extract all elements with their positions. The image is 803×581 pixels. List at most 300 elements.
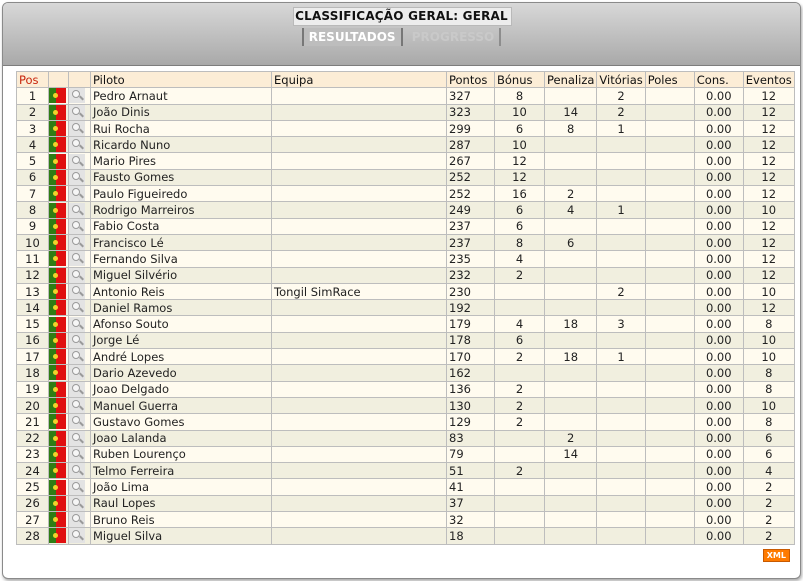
vitorias-cell: 3	[597, 316, 645, 332]
pos-cell: 1	[17, 88, 49, 104]
tab-resultados[interactable]: RESULTADOS	[302, 28, 403, 46]
bonus-cell	[495, 528, 545, 544]
cons-cell: 0.00	[694, 120, 743, 136]
bonus-cell: 10	[495, 137, 545, 153]
eventos-cell: 8	[743, 414, 794, 430]
portugal-flag-icon	[49, 512, 66, 527]
cons-cell: 0.00	[694, 104, 743, 120]
pos-cell: 2	[17, 104, 49, 120]
bonus-cell: 10	[495, 104, 545, 120]
portugal-flag-icon	[49, 480, 66, 495]
table-row	[17, 528, 795, 544]
flag-cell	[49, 512, 69, 528]
poles-cell	[645, 202, 694, 218]
cons-cell: 0.00	[694, 88, 743, 104]
table-row	[17, 218, 795, 234]
col-header-penaliza[interactable]: Penaliza	[545, 72, 597, 88]
col-header-eventos[interactable]: Eventos	[743, 72, 794, 88]
flag-cell	[49, 283, 69, 299]
eventos-cell: 4	[743, 463, 794, 479]
piloto-cell[interactable]: Gustavo Gomes	[91, 414, 272, 430]
pos-cell: 12	[17, 267, 49, 283]
piloto-cell[interactable]: Telmo Ferreira	[91, 463, 272, 479]
equipa-cell	[272, 169, 447, 185]
bonus-cell	[495, 512, 545, 528]
magnifier-icon[interactable]	[69, 333, 85, 348]
details-cell	[69, 283, 91, 299]
table-row	[17, 120, 795, 136]
equipa-cell	[272, 186, 447, 202]
flag-cell	[49, 169, 69, 185]
col-header-equipa[interactable]: Equipa	[272, 72, 447, 88]
magnifier-icon[interactable]	[69, 414, 85, 429]
eventos-cell: 10	[743, 332, 794, 348]
details-cell	[69, 463, 91, 479]
penaliza-cell	[545, 218, 597, 234]
details-cell	[69, 479, 91, 495]
equipa-cell	[272, 120, 447, 136]
poles-cell	[645, 430, 694, 446]
magnifier-icon[interactable]	[69, 365, 85, 380]
penaliza-cell: 18	[545, 349, 597, 365]
vitorias-cell: 1	[597, 120, 645, 136]
pos-cell: 17	[17, 349, 49, 365]
bonus-cell: 2	[495, 349, 545, 365]
cons-cell: 0.00	[694, 414, 743, 430]
col-header-pos[interactable]: Pos	[17, 72, 49, 88]
vitorias-cell	[597, 251, 645, 267]
penaliza-cell	[545, 332, 597, 348]
bonus-cell	[495, 479, 545, 495]
eventos-cell: 2	[743, 512, 794, 528]
portugal-flag-icon	[49, 251, 66, 266]
details-cell	[69, 495, 91, 511]
pontos-cell: 41	[447, 479, 495, 495]
penaliza-cell	[545, 528, 597, 544]
piloto-cell[interactable]: Miguel Silvério	[91, 267, 272, 283]
bonus-cell: 6	[495, 120, 545, 136]
flag-cell	[49, 88, 69, 104]
equipa-cell	[272, 512, 447, 528]
flag-cell	[49, 479, 69, 495]
eventos-cell: 8	[743, 381, 794, 397]
magnifier-icon[interactable]	[69, 512, 85, 527]
vitorias-cell: 2	[597, 104, 645, 120]
table-row	[17, 137, 795, 153]
pontos-cell: 178	[447, 332, 495, 348]
penaliza-cell	[545, 153, 597, 169]
portugal-flag-icon	[49, 365, 66, 380]
poles-cell	[645, 495, 694, 511]
pos-cell: 3	[17, 120, 49, 136]
vitorias-cell	[597, 186, 645, 202]
col-header-poles[interactable]: Poles	[645, 72, 694, 88]
pos-cell: 5	[17, 153, 49, 169]
portugal-flag-icon	[49, 121, 66, 136]
eventos-cell: 12	[743, 153, 794, 169]
magnifier-icon[interactable]	[69, 496, 85, 511]
vitorias-cell	[597, 495, 645, 511]
flag-cell	[49, 495, 69, 511]
details-cell	[69, 332, 91, 348]
poles-cell	[645, 186, 694, 202]
pontos-cell: 252	[447, 169, 495, 185]
piloto-cell[interactable]: Fernando Silva	[91, 251, 272, 267]
vitorias-cell	[597, 446, 645, 462]
pontos-cell: 79	[447, 446, 495, 462]
poles-cell	[645, 218, 694, 234]
equipa-cell	[272, 316, 447, 332]
penaliza-cell: 18	[545, 316, 597, 332]
details-cell	[69, 512, 91, 528]
bonus-cell	[495, 495, 545, 511]
magnifier-icon[interactable]	[69, 121, 85, 136]
magnifier-icon[interactable]	[69, 431, 85, 446]
piloto-cell[interactable]: Manuel Guerra	[91, 397, 272, 413]
poles-cell	[645, 381, 694, 397]
cons-cell: 0.00	[694, 495, 743, 511]
magnifier-icon[interactable]	[69, 235, 85, 250]
piloto-cell[interactable]: João Lima	[91, 479, 272, 495]
poles-cell	[645, 512, 694, 528]
portugal-flag-icon	[49, 349, 66, 364]
equipa-cell	[272, 397, 447, 413]
pontos-cell: 18	[447, 528, 495, 544]
equipa-cell	[272, 137, 447, 153]
vitorias-cell	[597, 169, 645, 185]
cons-cell: 0.00	[694, 251, 743, 267]
cons-cell: 0.00	[694, 397, 743, 413]
cons-cell: 0.00	[694, 332, 743, 348]
bonus-cell: 2	[495, 397, 545, 413]
flag-cell	[49, 202, 69, 218]
table-row	[17, 267, 795, 283]
eventos-cell: 2	[743, 479, 794, 495]
flag-cell	[49, 251, 69, 267]
portugal-flag-icon	[49, 414, 66, 429]
piloto-cell[interactable]: Ruben Lourenço	[91, 446, 272, 462]
eventos-cell: 8	[743, 365, 794, 381]
tab-progresso[interactable]: PROGRESSO	[407, 28, 501, 46]
pontos-cell: 237	[447, 234, 495, 250]
eventos-cell: 10	[743, 202, 794, 218]
xml-export-button[interactable]: XML	[763, 549, 790, 562]
piloto-cell[interactable]: Dario Azevedo	[91, 365, 272, 381]
pos-cell: 18	[17, 365, 49, 381]
details-cell	[69, 153, 91, 169]
portugal-flag-icon	[49, 88, 66, 103]
piloto-cell[interactable]: Daniel Ramos	[91, 300, 272, 316]
penaliza-cell	[545, 251, 597, 267]
pontos-cell: 37	[447, 495, 495, 511]
equipa-cell	[272, 365, 447, 381]
flag-cell	[49, 300, 69, 316]
details-cell	[69, 218, 91, 234]
details-cell	[69, 430, 91, 446]
table-row	[17, 202, 795, 218]
portugal-flag-icon	[49, 105, 66, 120]
piloto-cell[interactable]: Paulo Figueiredo	[91, 186, 272, 202]
piloto-cell[interactable]: Ricardo Nuno	[91, 137, 272, 153]
portugal-flag-icon	[49, 431, 66, 446]
penaliza-cell	[545, 463, 597, 479]
eventos-cell: 12	[743, 169, 794, 185]
poles-cell	[645, 316, 694, 332]
table-row	[17, 365, 795, 381]
piloto-cell[interactable]: Rui Rocha	[91, 120, 272, 136]
cons-cell: 0.00	[694, 479, 743, 495]
eventos-cell: 12	[743, 104, 794, 120]
magnifier-icon[interactable]	[69, 170, 85, 185]
magnifier-icon[interactable]	[69, 382, 85, 397]
pos-cell: 21	[17, 414, 49, 430]
table-row	[17, 283, 795, 299]
pos-cell: 20	[17, 397, 49, 413]
pontos-cell: 323	[447, 104, 495, 120]
bonus-cell: 12	[495, 169, 545, 185]
col-header-flag	[49, 72, 69, 88]
col-header-bonus[interactable]: Bónus	[495, 72, 545, 88]
details-cell	[69, 104, 91, 120]
pos-cell: 22	[17, 430, 49, 446]
penaliza-cell	[545, 365, 597, 381]
details-cell	[69, 316, 91, 332]
poles-cell	[645, 414, 694, 430]
details-cell	[69, 169, 91, 185]
details-cell	[69, 528, 91, 544]
details-cell	[69, 88, 91, 104]
magnifier-icon[interactable]	[69, 463, 85, 478]
bonus-cell: 12	[495, 153, 545, 169]
portugal-flag-icon	[49, 300, 66, 315]
portugal-flag-icon	[49, 333, 66, 348]
vitorias-cell	[597, 463, 645, 479]
magnifier-icon[interactable]	[69, 154, 85, 169]
pontos-cell: 136	[447, 381, 495, 397]
piloto-cell[interactable]: João Dinis	[91, 104, 272, 120]
piloto-cell[interactable]: Jorge Lé	[91, 332, 272, 348]
piloto-cell[interactable]: Afonso Souto	[91, 316, 272, 332]
pontos-cell: 32	[447, 512, 495, 528]
equipa-cell	[272, 430, 447, 446]
bonus-cell	[495, 283, 545, 299]
piloto-cell[interactable]: Raul Lopes	[91, 495, 272, 511]
bonus-cell: 4	[495, 316, 545, 332]
table-row	[17, 446, 795, 462]
flag-cell	[49, 316, 69, 332]
cons-cell: 0.00	[694, 463, 743, 479]
piloto-cell[interactable]: Rodrigo Marreiros	[91, 202, 272, 218]
vitorias-cell: 2	[597, 283, 645, 299]
col-header-vitorias[interactable]: Vitórias	[597, 72, 645, 88]
details-cell	[69, 365, 91, 381]
bonus-cell: 2	[495, 381, 545, 397]
equipa-cell	[272, 218, 447, 234]
magnifier-icon[interactable]	[69, 186, 85, 201]
magnifier-icon[interactable]	[69, 268, 85, 283]
magnifier-icon[interactable]	[69, 398, 85, 413]
flag-cell	[49, 137, 69, 153]
pos-cell: 24	[17, 463, 49, 479]
header-bar	[3, 3, 800, 66]
poles-cell	[645, 251, 694, 267]
flag-cell	[49, 349, 69, 365]
piloto-cell[interactable]: Fausto Gomes	[91, 169, 272, 185]
penaliza-cell: 14	[545, 446, 597, 462]
poles-cell	[645, 234, 694, 250]
pos-cell: 13	[17, 283, 49, 299]
cons-cell: 0.00	[694, 365, 743, 381]
equipa-cell	[272, 479, 447, 495]
vitorias-cell	[597, 397, 645, 413]
piloto-cell[interactable]: Pedro Arnaut	[91, 88, 272, 104]
equipa-cell	[272, 414, 447, 430]
penaliza-cell	[545, 479, 597, 495]
col-header-piloto[interactable]: Piloto	[91, 72, 272, 88]
cons-cell: 0.00	[694, 381, 743, 397]
pontos-cell: 83	[447, 430, 495, 446]
piloto-cell[interactable]: Francisco Lé	[91, 234, 272, 250]
pos-cell: 4	[17, 137, 49, 153]
magnifier-icon[interactable]	[69, 203, 85, 218]
bonus-cell: 6	[495, 218, 545, 234]
vitorias-cell	[597, 137, 645, 153]
equipa-cell	[272, 495, 447, 511]
cons-cell: 0.00	[694, 300, 743, 316]
magnifier-icon[interactable]	[69, 284, 85, 299]
magnifier-icon[interactable]	[69, 480, 85, 495]
piloto-cell[interactable]: Joao Delgado	[91, 381, 272, 397]
table-row	[17, 414, 795, 430]
piloto-cell[interactable]: Miguel Silva	[91, 528, 272, 544]
table-row	[17, 186, 795, 202]
vitorias-cell: 1	[597, 349, 645, 365]
pontos-cell: 327	[447, 88, 495, 104]
vitorias-cell	[597, 414, 645, 430]
col-header-details	[69, 72, 91, 88]
piloto-cell[interactable]: Antonio Reis	[91, 283, 272, 299]
portugal-flag-icon	[49, 137, 66, 152]
vitorias-cell: 2	[597, 88, 645, 104]
cons-cell: 0.00	[694, 283, 743, 299]
magnifier-icon[interactable]	[69, 137, 85, 152]
pontos-cell: 252	[447, 186, 495, 202]
pos-cell: 7	[17, 186, 49, 202]
details-cell	[69, 137, 91, 153]
details-cell	[69, 397, 91, 413]
piloto-cell[interactable]: Mario Pires	[91, 153, 272, 169]
table-row	[17, 479, 795, 495]
pos-cell: 26	[17, 495, 49, 511]
poles-cell	[645, 300, 694, 316]
poles-cell	[645, 528, 694, 544]
details-cell	[69, 349, 91, 365]
eventos-cell: 2	[743, 495, 794, 511]
flag-cell	[49, 234, 69, 250]
poles-cell	[645, 365, 694, 381]
bonus-cell: 4	[495, 251, 545, 267]
eventos-cell: 6	[743, 446, 794, 462]
magnifier-icon[interactable]	[69, 317, 85, 332]
portugal-flag-icon	[49, 284, 66, 299]
bonus-cell: 2	[495, 463, 545, 479]
col-header-pontos[interactable]: Pontos	[447, 72, 495, 88]
portugal-flag-icon	[49, 463, 66, 478]
eventos-cell: 10	[743, 283, 794, 299]
vitorias-cell	[597, 430, 645, 446]
penaliza-cell: 4	[545, 202, 597, 218]
pontos-cell: 162	[447, 365, 495, 381]
table-row	[17, 397, 795, 413]
piloto-cell[interactable]: Bruno Reis	[91, 512, 272, 528]
pontos-cell: 287	[447, 137, 495, 153]
eventos-cell: 8	[743, 316, 794, 332]
portugal-flag-icon	[49, 186, 66, 201]
details-cell	[69, 300, 91, 316]
cons-cell: 0.00	[694, 512, 743, 528]
bonus-cell: 2	[495, 414, 545, 430]
magnifier-icon[interactable]	[69, 528, 85, 543]
magnifier-icon[interactable]	[69, 105, 85, 120]
equipa-cell	[272, 153, 447, 169]
vitorias-cell	[597, 300, 645, 316]
poles-cell	[645, 88, 694, 104]
pos-cell: 23	[17, 446, 49, 462]
magnifier-icon[interactable]	[69, 219, 85, 234]
portugal-flag-icon	[49, 398, 66, 413]
vitorias-cell	[597, 153, 645, 169]
pos-cell: 25	[17, 479, 49, 495]
piloto-cell[interactable]: Joao Lalanda	[91, 430, 272, 446]
bonus-cell: 6	[495, 202, 545, 218]
magnifier-icon[interactable]	[69, 300, 85, 315]
table-row	[17, 495, 795, 511]
flag-cell	[49, 104, 69, 120]
magnifier-icon[interactable]	[69, 251, 85, 266]
flag-cell	[49, 528, 69, 544]
flag-cell	[49, 218, 69, 234]
pos-cell: 19	[17, 381, 49, 397]
flag-cell	[49, 365, 69, 381]
pos-cell: 28	[17, 528, 49, 544]
piloto-cell[interactable]: André Lopes	[91, 349, 272, 365]
table-row	[17, 234, 795, 250]
penaliza-cell	[545, 381, 597, 397]
equipa-cell	[272, 202, 447, 218]
bonus-cell: 6	[495, 332, 545, 348]
portugal-flag-icon	[49, 235, 66, 250]
eventos-cell: 10	[743, 349, 794, 365]
pontos-cell: 267	[447, 153, 495, 169]
pontos-cell: 235	[447, 251, 495, 267]
magnifier-icon[interactable]	[69, 88, 85, 103]
vitorias-cell	[597, 218, 645, 234]
pos-cell: 6	[17, 169, 49, 185]
magnifier-icon[interactable]	[69, 349, 85, 364]
pos-cell: 27	[17, 512, 49, 528]
bonus-cell: 8	[495, 88, 545, 104]
magnifier-icon[interactable]	[69, 447, 85, 462]
table-row	[17, 349, 795, 365]
eventos-cell: 2	[743, 528, 794, 544]
col-header-cons[interactable]: Cons.	[694, 72, 743, 88]
poles-cell	[645, 267, 694, 283]
penaliza-cell	[545, 88, 597, 104]
pontos-cell: 232	[447, 267, 495, 283]
pos-cell: 15	[17, 316, 49, 332]
equipa-cell: Tongil SimRace	[272, 283, 447, 299]
piloto-cell[interactable]: Fabio Costa	[91, 218, 272, 234]
